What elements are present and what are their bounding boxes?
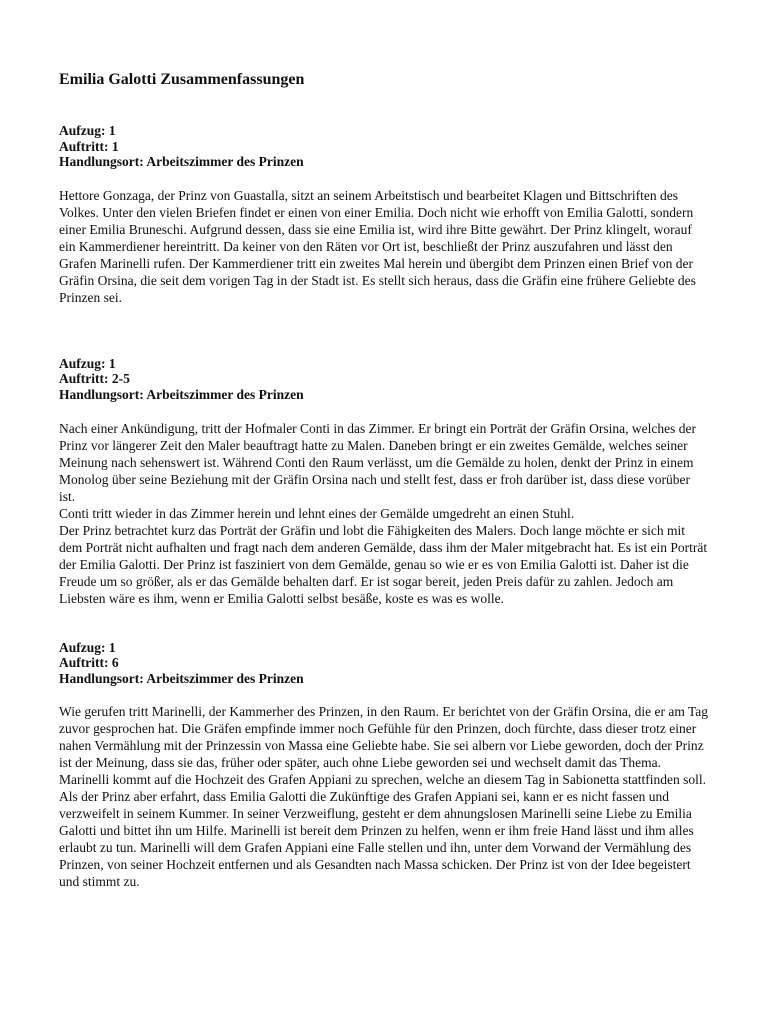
auftritt-label: Auftritt: 6 (59, 655, 119, 671)
section-body (59, 703, 709, 890)
document-page (59, 70, 709, 890)
paragraph: Nach einer Ankündigung, tritt der Hofmaler Conti in das Zimmer. Er bringt ein Porträt der Gräfin Orsina, welches der Prinz vor längerer Zeit den Maler beauftragt hatte zu Malen. Daneben bringt er ein zweites Gemälde, welches seiner Meinung nach sehenswert ist. Während Conti den Raum verlässt, um die Gemälde zu holen, denkt der Prinz in einem Monolog über seine Beziehung mit der Gräfin Orsina nach und stellt fest, dass er froh darüber ist, dass diese vorüber ist. (59, 420, 696, 504)
section-2 (59, 356, 709, 607)
section-3 (59, 640, 709, 891)
auftritt-label: Auftritt: 2-5 (59, 371, 130, 387)
aufzug-label: Aufzug: 1 (59, 639, 116, 655)
paragraph: Der Prinz betrachtet kurz das Porträt der Gräfin und lobt die Fähigkeiten des Malers. Doch lange möchte er sich mit dem Porträt nicht aufhalten und fragt nach dem anderen Gemälde, dass ihm der Maler mitgebracht hat. Es ist ein Porträt der Emilia Galotti. Der Prinz ist fasziniert von dem Gemälde, genau so wie er es von Emilia Galotti ist. Daher ist die Freude um so größer, als er das Gemälde behalten darf. Er ist sogar bereit, jeden Preis dafür zu zahlen. Jedoch am Liebsten wäre es ihm, wenn er Emilia Galotti selbst besäße, koste es was es wolle. (59, 522, 708, 606)
section-body (59, 187, 709, 306)
handlungsort-label: Handlungsort: Arbeitszimmer des Prinzen (59, 154, 304, 170)
auftritt-label: Auftritt: 1 (59, 138, 119, 154)
paragraph: Wie gerufen tritt Marinelli, der Kammerher des Prinzen, in den Raum. Er berichtet von der Gräfin Orsina, die er am Tag zuvor gesprochen hat. Die Gräfen empfinde immer noch Gefühle für den Prinzen, doch fürchte, dass dieser trotz einer nahen Vermählung mit der Prinzessin von Massa eine Geliebte habe. Sie sei albern vor Liebe geworden, doch der Prinz ist der Meinung, dass sie das, früher oder später, auch ohne Liebe geworden sei und wechselt damit das Thema. Marinelli kommt auf die Hochzeit des Grafen Appiani zu sprechen, welche an diesem Tag in Sabionetta stattfinden soll. Als der Prinz aber erfahrt, dass Emilia Galotti die Zukünftige des Grafen Appiani sei, kann er es nicht fassen und verzweifelt in seinem Kummer. In seiner Verzweiflung, gesteht er dem ahnungslosen Marinelli seine Liebe zu Emilia Galotti und bittet ihn um Hilfe. Marinelli ist bereit dem Prinzen zu helfen, wenn er ihm freie Hand lässt und ihm alles erlaubt zu tun. Marinelli will dem Grafen Appiani eine Falle stellen und ihn, unter dem Vorwand der Vermählung des Prinzen, von seiner Hochzeit entfernen und als Gesandten nach Massa schicken. Der Prinz ist von der Idee begeistert und stimmt zu. (59, 704, 709, 890)
handlungsort-label: Handlungsort: Arbeitszimmer des Prinzen (59, 670, 304, 686)
paragraph: Hettore Gonzaga, der Prinz von Guastalla, sitzt an seinem Arbeitstisch und bearbeitet Klagen und Bittschriften des Volkes. Unter den vielen Briefen findet er einen von einer Emilia. Doch nicht wie erhofft von Emilia Galotti, sondern einer Emilia Bruneschi. Aufgrund dessen, dass sie eine Emilia ist, wird ihre Bitte gewährt. Der Prinz klingelt, worauf ein Kammerdiener hereintritt. Da keiner von den Räten vor Ort ist, beschließt der Prinz auszufahren und lässt den Grafen Marinelli rufen. Der Kammerdiener tritt ein zweites Mal herein und übergibt dem Prinzen einen Brief von der Gräfin Orsina, die seit dem vorigen Tag in der Stadt ist. Es stellt sich heraus, dass die Gräfin eine frühere Geliebte des Prinzen sei. (59, 187, 696, 305)
section-1 (59, 123, 709, 306)
handlungsort-label: Handlungsort: Arbeitszimmer des Prinzen (59, 386, 304, 402)
aufzug-label: Aufzug: 1 (59, 355, 116, 371)
paragraph: Conti tritt wieder in das Zimmer herein und lehnt eines der Gemälde umgedreht an einen Stuhl. (59, 505, 575, 521)
document-title: Emilia Galotti Zusammenfassungen (59, 71, 305, 88)
aufzug-label: Aufzug: 1 (59, 123, 116, 138)
section-body (59, 420, 709, 607)
